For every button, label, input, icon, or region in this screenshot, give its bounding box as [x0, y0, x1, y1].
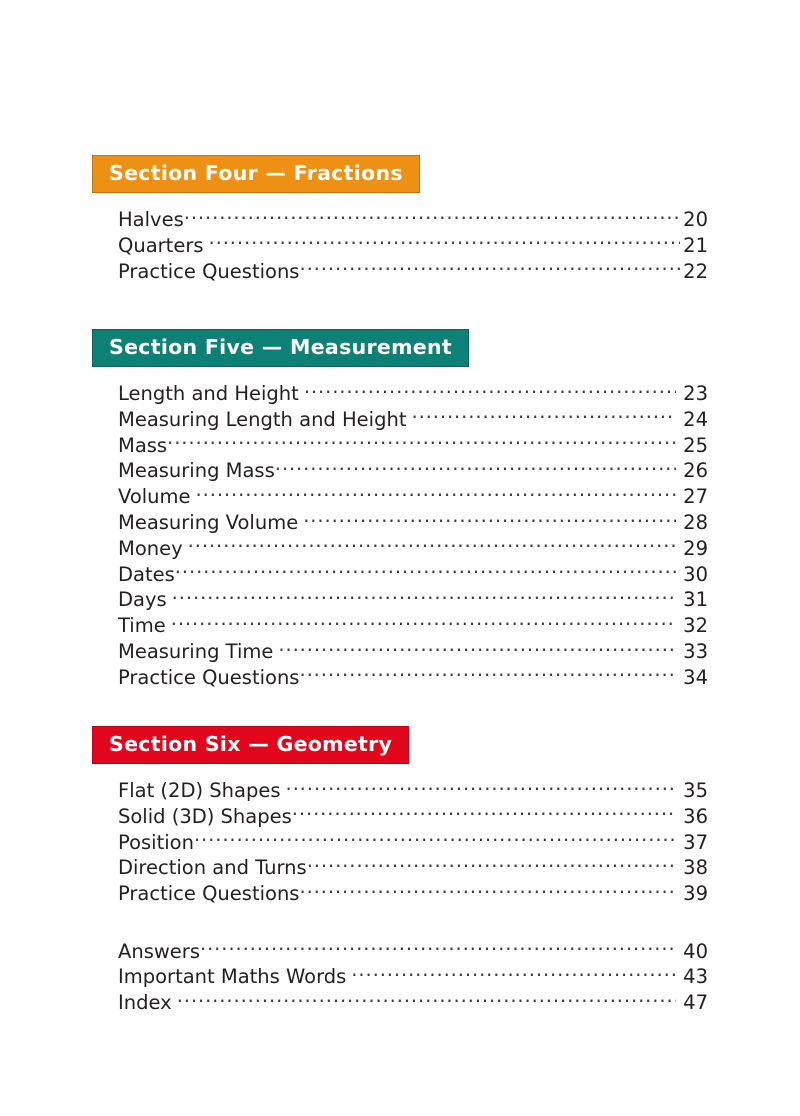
toc-entry[interactable] [0, 509, 800, 535]
section-four [0, 155, 800, 284]
toc-entry-page: 38 [683, 856, 708, 880]
toc-entry-title: Quarters [118, 233, 204, 257]
toc-dot-leader [200, 938, 676, 958]
toc-entry-title: Length and Height [118, 382, 299, 405]
toc-entry-page: 23 [683, 382, 708, 405]
toc-entry-page: 33 [683, 639, 708, 663]
toc-entry-page: 40 [683, 939, 708, 963]
toc-entry-title: Flat (2D) Shapes [118, 779, 281, 802]
toc-entry[interactable] [0, 381, 800, 407]
toc-entry-title: Index [118, 991, 172, 1015]
toc-dot-leader [167, 432, 676, 452]
toc-dot-leader [307, 855, 676, 875]
toc-entry[interactable] [0, 258, 800, 284]
toc-dot-leader [299, 664, 676, 684]
toc-dot-leader [188, 535, 676, 555]
toc-entry-page: 25 [683, 433, 708, 457]
toc-dot-leader [299, 881, 676, 901]
toc-entry[interactable] [0, 855, 800, 881]
toc-dot-leader [171, 613, 676, 633]
toc-entry-page: 29 [683, 536, 708, 560]
toc-entry-title: Volume [118, 485, 191, 509]
toc-entry-title: Solid (3D) Shapes [118, 804, 292, 828]
toc-entry[interactable] [0, 535, 800, 561]
toc-entry[interactable] [0, 638, 800, 664]
backmatter-entries [0, 938, 800, 1015]
toc-entry-title: Measuring Mass [118, 459, 275, 483]
toc-entry-page: 39 [683, 882, 708, 906]
toc-entry[interactable] [0, 829, 800, 855]
toc-dot-leader [175, 561, 676, 581]
toc-entry[interactable] [0, 232, 800, 258]
section-four-entries [0, 207, 800, 284]
section-five-header: Section Five — Measurement [92, 329, 469, 367]
toc-entry-title: Money [118, 536, 183, 560]
toc-entry[interactable] [0, 484, 800, 510]
toc-dot-leader [303, 509, 676, 529]
toc-dot-leader [209, 232, 681, 252]
backmatter-section [0, 938, 800, 1015]
toc-entry-title: Position [118, 830, 194, 854]
toc-entry-page: 28 [683, 510, 708, 534]
toc-entry-page: 34 [683, 665, 708, 689]
toc-entry-title: Practice Questions [118, 882, 300, 906]
section-five-entries [0, 381, 800, 691]
toc-entry-page: 24 [683, 407, 708, 431]
toc-entry[interactable] [0, 587, 800, 613]
section-four-header: Section Four — Fractions [92, 155, 420, 193]
toc-entry[interactable] [0, 458, 800, 484]
toc-entry-title: Mass [118, 433, 168, 457]
toc-entry-title: Measuring Time [118, 639, 274, 663]
toc-entry-page: 31 [683, 588, 708, 612]
toc-dot-leader [194, 829, 676, 849]
toc-entry-title: Direction and Turns [118, 856, 307, 880]
section-six [0, 726, 800, 906]
toc-entry[interactable] [0, 406, 800, 432]
toc-entry-page: 21 [683, 233, 708, 257]
toc-dot-leader [299, 258, 680, 278]
toc-dot-leader [411, 406, 676, 426]
toc-entry[interactable] [0, 803, 800, 829]
toc-dot-leader [196, 484, 676, 504]
toc-entry[interactable] [0, 613, 800, 639]
toc-dot-leader [172, 587, 676, 607]
toc-dot-leader [285, 778, 676, 798]
toc-entry-page: 32 [683, 614, 708, 638]
toc-entry[interactable] [0, 664, 800, 690]
toc-entry-page: 35 [683, 779, 708, 802]
toc-entry-title: Halves [118, 208, 184, 231]
toc-entry-title: Time [118, 614, 166, 638]
toc-dot-leader [177, 990, 676, 1010]
toc-entry-title: Practice Questions [118, 259, 300, 283]
toc-entry[interactable] [0, 432, 800, 458]
toc-entry[interactable] [0, 207, 800, 233]
toc-entry-title: Answers [118, 939, 200, 963]
toc-dot-leader [184, 207, 680, 227]
toc-entry-title: Practice Questions [118, 665, 300, 689]
toc-dot-leader [292, 803, 676, 823]
section-five [0, 329, 800, 690]
toc-entry-page: 47 [683, 991, 708, 1015]
toc-dot-leader [304, 381, 676, 401]
toc-entry[interactable] [0, 938, 800, 964]
toc-entry-page: 37 [683, 830, 708, 854]
toc-entry-title: Measuring Volume [118, 510, 299, 534]
toc-entry[interactable] [0, 561, 800, 587]
toc-entry-page: 36 [683, 804, 708, 828]
toc-entry[interactable] [0, 964, 800, 990]
toc-entry-page: 22 [683, 259, 708, 283]
toc-entry-page: 43 [683, 965, 708, 989]
toc-dot-leader [278, 638, 676, 658]
section-six-header: Section Six — Geometry [92, 726, 409, 764]
toc-entry-page: 26 [683, 459, 708, 483]
toc-dot-leader [275, 458, 676, 478]
toc-entry-page: 27 [683, 485, 708, 509]
toc-dot-leader [351, 964, 676, 984]
section-six-entries [0, 778, 800, 907]
toc-entry-page: 20 [683, 208, 708, 231]
toc-entry-title: Dates [118, 562, 175, 586]
toc-entry[interactable] [0, 990, 800, 1016]
toc-entry-title: Important Maths Words [118, 965, 347, 989]
toc-entry[interactable] [0, 881, 800, 907]
toc-entry[interactable] [0, 778, 800, 804]
toc-entry-page: 30 [683, 562, 708, 586]
toc-entry-title: Days [118, 588, 167, 612]
toc-entry-title: Measuring Length and Height [118, 407, 407, 431]
